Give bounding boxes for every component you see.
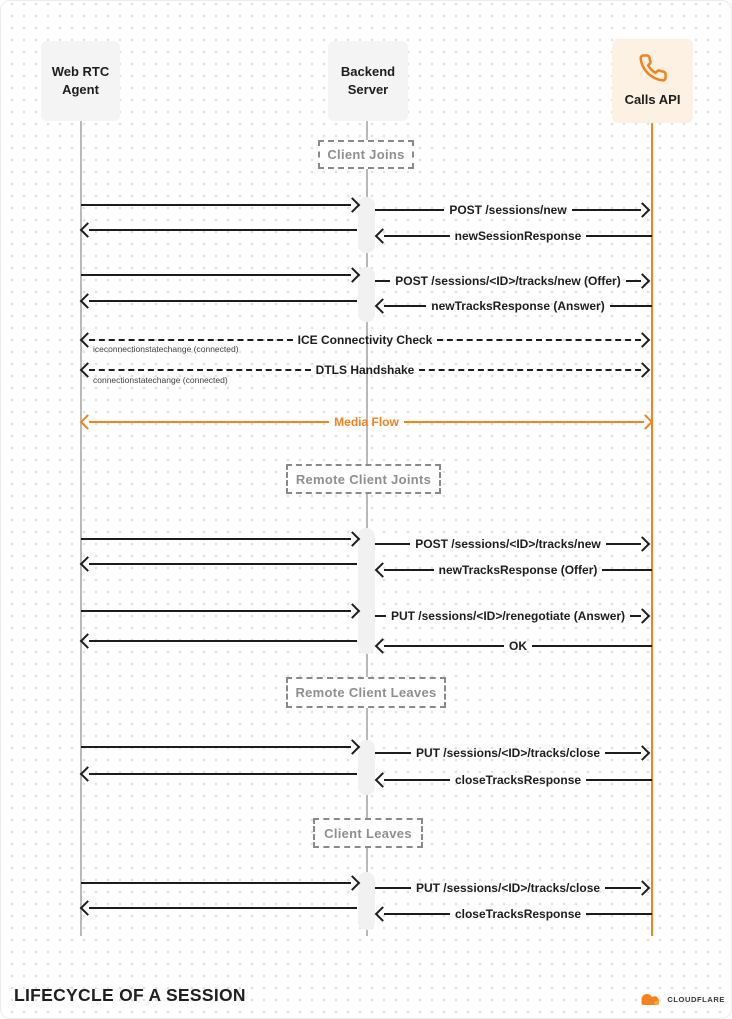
arrow-webrtc-to-backend [81,268,359,282]
arrow-webrtc-to-backend [81,740,359,754]
arrowhead-right-icon [635,273,651,289]
message-put-renegotiate-answer [375,609,649,623]
actor-backend-server [328,41,408,121]
arrowhead-left-icon [80,222,96,238]
arrowhead-left-icon [375,906,391,922]
annotation-iceconnectionstatechange: iceconnectionstatechange (connected) [93,344,239,354]
arrow-line [586,235,652,237]
activation-bar [358,528,375,654]
message-label: closeTracksResponse [454,773,582,787]
message-put-tracks-close [375,746,649,760]
activation-bar [358,197,375,253]
actor-label: Web RTC Agent [51,63,110,97]
message-label: OK [509,639,527,653]
arrowhead-right-icon [635,362,651,378]
lifeline-webrtc-agent [80,121,82,936]
arrow-line [81,204,351,206]
message-label: PUT /sessions/<ID>/tracks/close [415,881,601,895]
arrow-line [610,305,652,307]
section-label: Remote Client Leaves [295,685,437,700]
arrow-webrtc-to-backend [81,876,359,890]
arrow-line [384,235,450,237]
message-label: Media Flow [334,415,399,429]
arrow-line [89,773,357,775]
section-label: Client Leaves [324,825,412,841]
arrow-backend-to-webrtc [81,223,357,237]
message-label: DTLS Handshake [315,363,415,377]
arrowhead-left-icon [375,562,391,578]
arrow-line [572,209,641,211]
arrowhead-left-icon [375,298,391,314]
arrow-line [384,645,504,647]
message-close-tracks-response [376,773,652,787]
section-label: Client Joins [327,147,405,162]
message-label: ICE Connectivity Check [297,333,433,347]
arrow-line [384,913,450,915]
cloudflare-cloud-icon [637,992,664,1007]
activation-bar [358,740,375,795]
arrowhead-right-icon [635,608,651,624]
section-client-joins [318,140,414,169]
phone-icon [638,53,668,83]
actor-webrtc-agent [41,41,120,121]
arrowhead-left-icon [80,414,96,430]
arrow-webrtc-to-backend [81,604,359,618]
arrowhead-right-icon [345,875,361,891]
arrow-line [384,779,450,781]
arrowhead-left-icon [80,556,96,572]
message-new-tracks-response-answer [376,299,652,313]
section-remote-client-leaves [286,677,446,708]
arrowhead-left-icon [375,228,391,244]
arrow-line [384,569,434,571]
arrowhead-right-icon [635,536,651,552]
arrowhead-left-icon [375,772,391,788]
arrow-line [81,882,351,884]
arrow-backend-to-webrtc [81,767,357,781]
arrow-line [89,421,329,423]
actor-label: Backend Server [340,63,396,97]
arrow-line [81,610,351,612]
arrowhead-right-icon [345,603,361,619]
arrow-line [81,538,351,540]
arrowhead-right-icon [345,267,361,283]
arrow-line [89,907,357,909]
cloudflare-logo [637,992,725,1007]
activation-bar [358,267,375,322]
actor-calls-api [612,39,693,123]
activation-bar [358,872,375,930]
arrowhead-right-icon [635,202,651,218]
lifeline-calls-api [651,123,653,936]
arrowhead-right-icon [635,880,651,896]
section-client-leaves [313,818,423,848]
arrow-backend-to-webrtc [81,901,357,915]
arrowhead-left-icon [80,633,96,649]
arrow-line [532,645,652,647]
page-title: LIFECYCLE OF A SESSION [14,985,246,1005]
arrow-line [375,280,390,282]
arrow-line [375,752,411,754]
arrowhead-right-icon [345,739,361,755]
message-label: POST /sessions/<ID>/tracks/new [415,537,601,551]
cloudflare-wordmark: CLOUDFLARE [667,995,725,1004]
message-label: POST /sessions/new [449,203,567,217]
arrow-line [89,339,293,341]
arrow-line [89,300,357,302]
arrowhead-right-icon [345,197,361,213]
arrow-backend-to-webrtc [81,294,357,308]
arrow-line [81,746,351,748]
arrowhead-right-icon [345,531,361,547]
message-post-tracks-new [375,537,649,551]
arrow-backend-to-webrtc [81,634,357,648]
message-new-tracks-response-offer [376,563,652,577]
arrow-line [375,209,444,211]
message-label: newSessionResponse [454,229,582,243]
arrow-line [404,421,644,423]
arrow-line [586,779,652,781]
arrow-line [437,339,641,341]
message-media-flow [81,415,652,429]
message-new-session-response [376,229,652,243]
arrow-line [419,369,641,371]
arrowhead-left-icon [80,293,96,309]
arrow-webrtc-to-backend [81,532,359,546]
arrow-line [81,274,351,276]
message-label: PUT /sessions/<ID>/tracks/close [415,746,601,760]
arrow-line [89,369,311,371]
arrowhead-left-icon [80,766,96,782]
arrowhead-right-icon [635,332,651,348]
arrowhead-left-icon [375,638,391,654]
arrow-line [375,543,410,545]
section-label: Remote Client Joints [295,471,432,487]
arrowhead-right-icon [635,745,651,761]
arrowhead-left-icon [80,900,96,916]
arrow-line [375,615,386,617]
message-label: PUT /sessions/<ID>/renegotiate (Answer) [390,609,626,623]
arrow-backend-to-webrtc [81,557,357,571]
message-label: POST /sessions/<ID>/tracks/new (Offer) [395,274,621,288]
message-post-tracks-new-offer [375,274,649,288]
arrow-line [602,569,652,571]
message-label: newTracksResponse (Answer) [431,299,605,313]
arrow-line [586,913,652,915]
annotation-connectionstatechange: connectionstatechange (connected) [93,375,228,385]
message-label: newTracksResponse (Offer) [438,563,598,577]
message-close-tracks-response-final [376,907,652,921]
message-ok [376,639,652,653]
section-remote-client-joints [286,464,441,494]
actor-label: Calls API [624,91,681,107]
arrow-line [89,640,357,642]
arrowhead-right-icon [638,414,654,430]
message-post-sessions-new [375,203,649,217]
arrow-line [89,229,357,231]
arrow-line [89,563,357,565]
arrow-line [375,887,411,889]
arrow-webrtc-to-backend [81,198,359,212]
message-put-tracks-close-final [375,881,649,895]
message-label: closeTracksResponse [454,907,582,921]
